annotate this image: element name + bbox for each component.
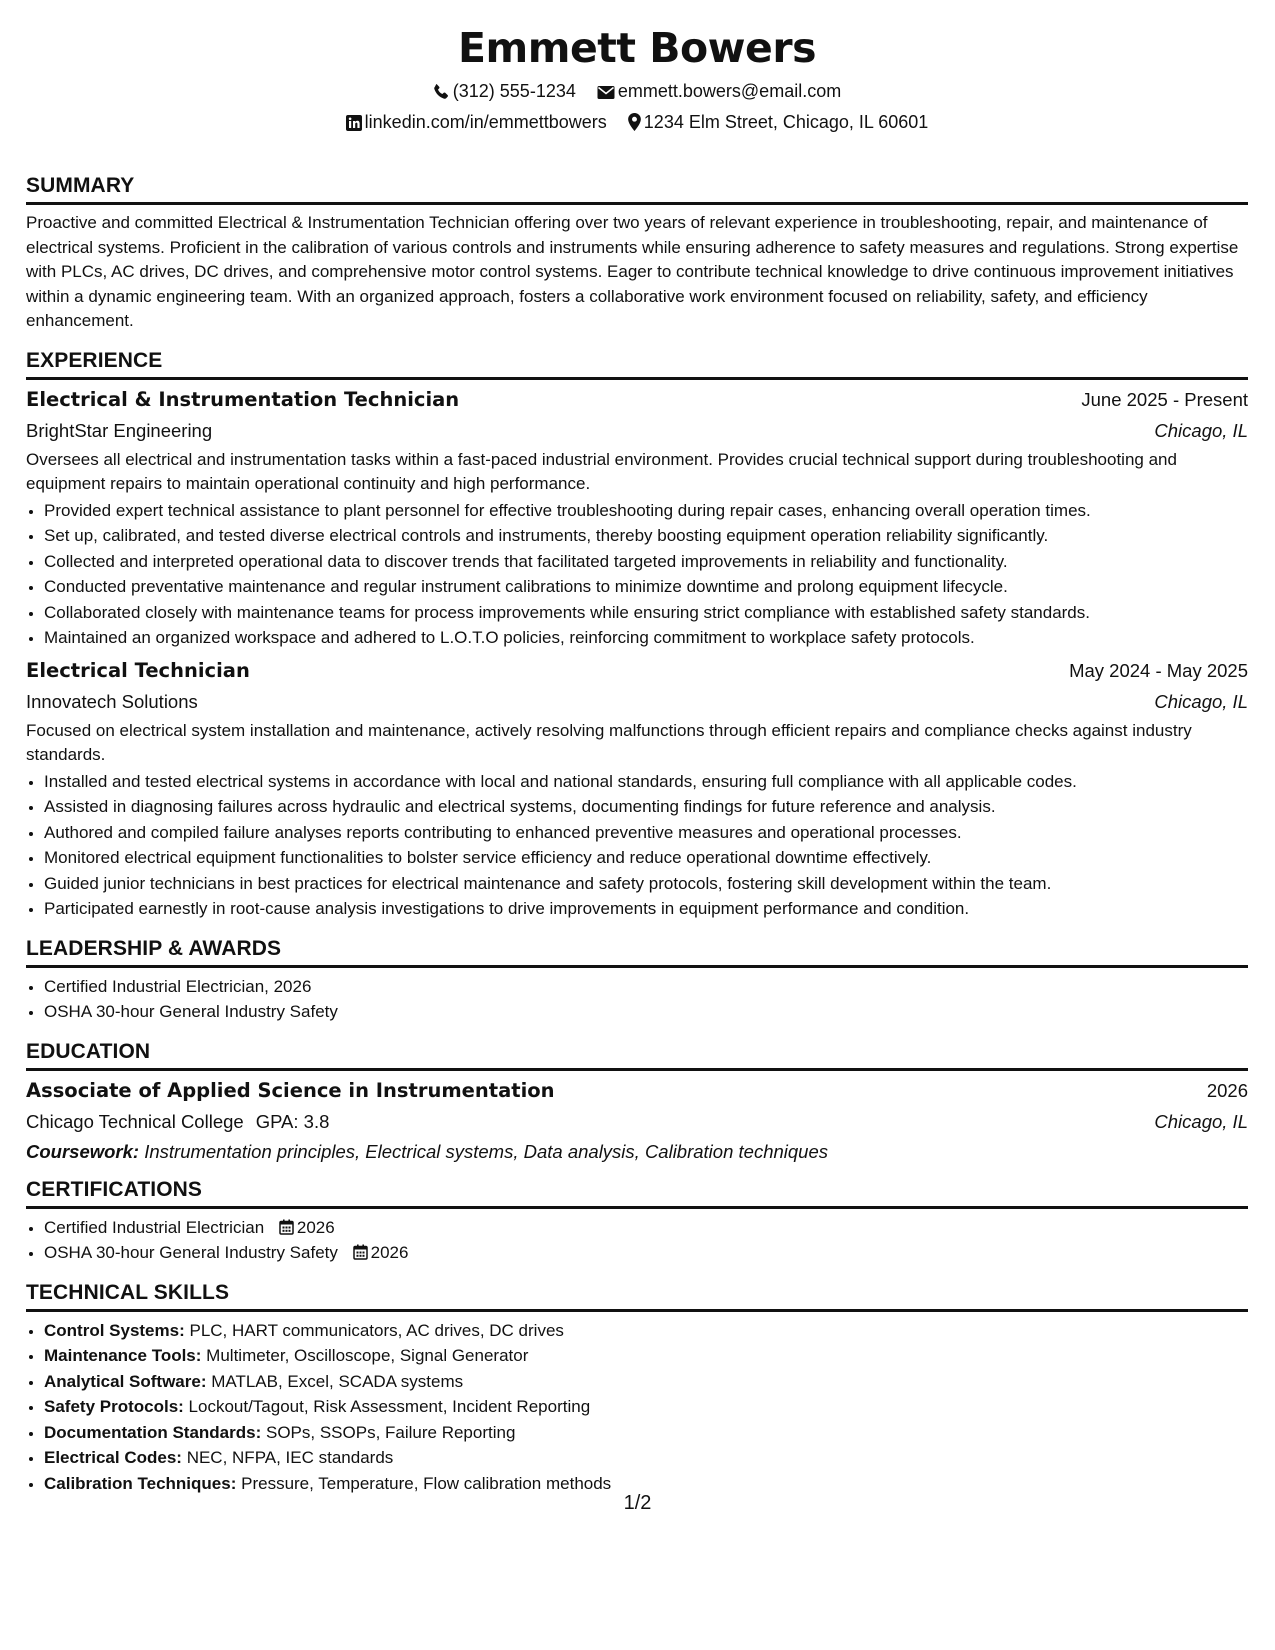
certifications-section [26,1177,1248,1266]
list-item: • Conducted preventative maintenance and regular instrument calibrations to minimize downtime and prolong equipment lifecycle. [44,574,1248,600]
job-title: Electrical & Instrumentation Technician [26,387,460,411]
list-item: • Monitored electrical equipment functionalities to bolster service efficiency and reduce operational downtime effectively. [44,845,1248,871]
leadership-section [26,936,1248,1025]
coursework-list: Instrumentation principles, Electrical systems, Data analysis, Calibration techniques [144,1140,828,1162]
skill-value: MATLAB, Excel, SCADA systems [211,1371,464,1391]
email-text: emmett.bowers@email.com [617,81,842,101]
skill-value: Lockout/Tagout, Risk Assessment, Incident Reporting [188,1397,591,1416]
experience-section [26,348,1248,922]
list-item [44,1240,1248,1266]
degree-title: Associate of Applied Science in Instrumentation [26,1078,555,1102]
list-item: • Maintained an organized workspace and adhered to L.O.T.O policies, reinforcing commitment to workplace safety protocols. [44,625,1248,651]
job-bullets [26,498,1248,651]
candidate-name: Emmett Bowers [458,24,816,72]
cert-name: OSHA 30-hour General Industry Safety [44,1243,338,1262]
section-title-skills: TECHNICAL SKILLS [26,1280,1248,1312]
resume-page [26,0,1248,1496]
calendar-icon [353,1244,368,1260]
contact-email[interactable] [597,80,841,102]
skill-label: Electrical Codes: [44,1448,182,1467]
list-item [44,1420,1248,1446]
list-item: • Collaborated closely with maintenance teams for process improvements while ensuring strict compliance with established safety standards. [44,600,1248,626]
education-section [26,1039,1248,1163]
degree-year: 2026 [1206,1079,1248,1101]
skill-value: Pressure, Temperature, Flow calibration methods [241,1473,612,1493]
list-item: • Participated earnestly in root-cause analysis investigations to drive improvements in equipment performance and condition. [44,896,1248,922]
list-item [44,1318,1248,1344]
contact-address [628,111,929,133]
job-entry [26,659,1248,922]
calendar-icon [279,1219,294,1235]
gpa: GPA: 3.8 [255,1110,330,1132]
section-title-experience: EXPERIENCE [26,348,1248,380]
contact-phone [433,80,576,102]
envelope-icon [597,85,615,100]
job-company: BrightStar Engineering [26,419,213,441]
skill-label: Control Systems: [44,1320,185,1340]
linkedin-text: linkedin.com/in/emmettbowers [364,112,607,132]
skill-value: Multimeter, Oscilloscope, Signal Generator [206,1346,529,1365]
skill-value: SOPs, SSOPs, Failure Reporting [265,1422,516,1442]
contact-row-primary [26,80,1248,102]
list-item [44,1445,1248,1471]
phone-text: (312) 555-1234 [452,81,576,101]
list-item: • Certified Industrial Electrician, 2026 [44,974,1248,1000]
contact-row-secondary [26,111,1248,133]
leadership-list [26,974,1248,1025]
cert-name: Certified Industrial Electrician [44,1217,265,1237]
job-company: Innovatech Solutions [26,690,198,712]
skill-value: NEC, NFPA, IEC standards [186,1448,394,1467]
address-text: 1234 Elm Street, Chicago, IL 60601 [643,112,929,132]
contact-linkedin[interactable] [346,111,607,133]
skill-value: PLC, HART communicators, AC drives, DC drives [189,1320,564,1340]
list-item: • OSHA 30-hour General Industry Safety [44,999,1248,1025]
school-location: Chicago, IL [1154,1110,1248,1132]
phone-icon [433,83,450,100]
job-title: Electrical Technician [26,658,250,682]
job-entry [26,388,1248,651]
school-info [26,1111,329,1133]
linkedin-icon [346,115,362,131]
job-location: Chicago, IL [1154,690,1248,712]
list-item: • Authored and compiled failure analyses reports contributing to enhanced preventive measures and operational processes. [44,820,1248,846]
summary-section [26,173,1248,334]
skills-list [26,1318,1248,1497]
coursework-label: Coursework: [26,1140,140,1162]
summary-text: Proactive and committed Electrical & Instrumentation Technician offering over two years of relevant experience in troubleshooting, repair, and maintenance of electrical systems. Proficient in the calibration of various controls and instruments while ensuring adherence to safety measures and regulations. Strong expertise with PLCs, AC drives, DC drives, and comprehensive motor control systems. Eager to contribute technical knowledge to drive continuous improvement initiatives within a dynamic engineering team. With an organized approach, fosters a collaborative work environment focused on reliability, safety, and efficiency enhancement. [26,213,1239,330]
skill-label: Maintenance Tools: [44,1346,202,1365]
coursework [26,1141,1248,1163]
job-dates: June 2025 - Present [1081,388,1248,410]
list-item [44,1343,1248,1369]
skill-label: Documentation Standards: [44,1422,262,1442]
section-title-summary: SUMMARY [26,173,1248,205]
list-item: • Assisted in diagnosing failures across hydraulic and electrical systems, documenting findings for future reference and analysis. [44,794,1248,820]
job-description: Oversees all electrical and instrumentation tasks within a fast-paced industrial environment. Provides crucial technical support during troubleshooting and equipment repairs to maintain operational continuity and high performance. [26,449,1177,493]
job-bullets [26,769,1248,922]
map-pin-icon [628,113,641,131]
page-number: 1/2 [623,1492,652,1514]
list-item: • Collected and interpreted operational data to discover trends that facilitated targeted improvements in reliability and functionality. [44,549,1248,575]
skill-label: Analytical Software: [44,1371,207,1391]
job-description: Focused on electrical system installation and maintenance, actively resolving malfunctions through efficient repairs and compliance checks against industry standards. [26,720,1192,764]
skill-label: Safety Protocols: [44,1397,184,1416]
section-title-education: EDUCATION [26,1039,1248,1071]
list-item [44,1369,1248,1395]
section-title-leadership: LEADERSHIP & AWARDS [26,936,1248,968]
list-item [44,1394,1248,1420]
job-dates: May 2024 - May 2025 [1069,659,1248,681]
cert-year: 2026 [296,1217,335,1237]
list-item: • Guided junior technicians in best practices for electrical maintenance and safety protocols, fostering skill development within the team. [44,871,1248,897]
skills-section [26,1280,1248,1497]
certifications-list [26,1215,1248,1266]
job-location: Chicago, IL [1154,419,1248,441]
section-title-certifications: CERTIFICATIONS [26,1177,1248,1209]
list-item: • Provided expert technical assistance to plant personnel for effective troubleshooting during repair cases, enhancing overall operation times. [44,498,1248,524]
list-item [44,1215,1248,1241]
resume-header [26,22,1248,133]
school-name: Chicago Technical College [26,1110,244,1132]
cert-year: 2026 [370,1243,409,1262]
list-item: • Installed and tested electrical systems in accordance with local and national standards, ensuring full compliance with all applicable codes. [44,769,1248,795]
list-item: • Set up, calibrated, and tested diverse electrical controls and instruments, thereby boosting equipment operation reliability significantly. [44,523,1248,549]
skill-label: Calibration Techniques: [44,1473,237,1493]
